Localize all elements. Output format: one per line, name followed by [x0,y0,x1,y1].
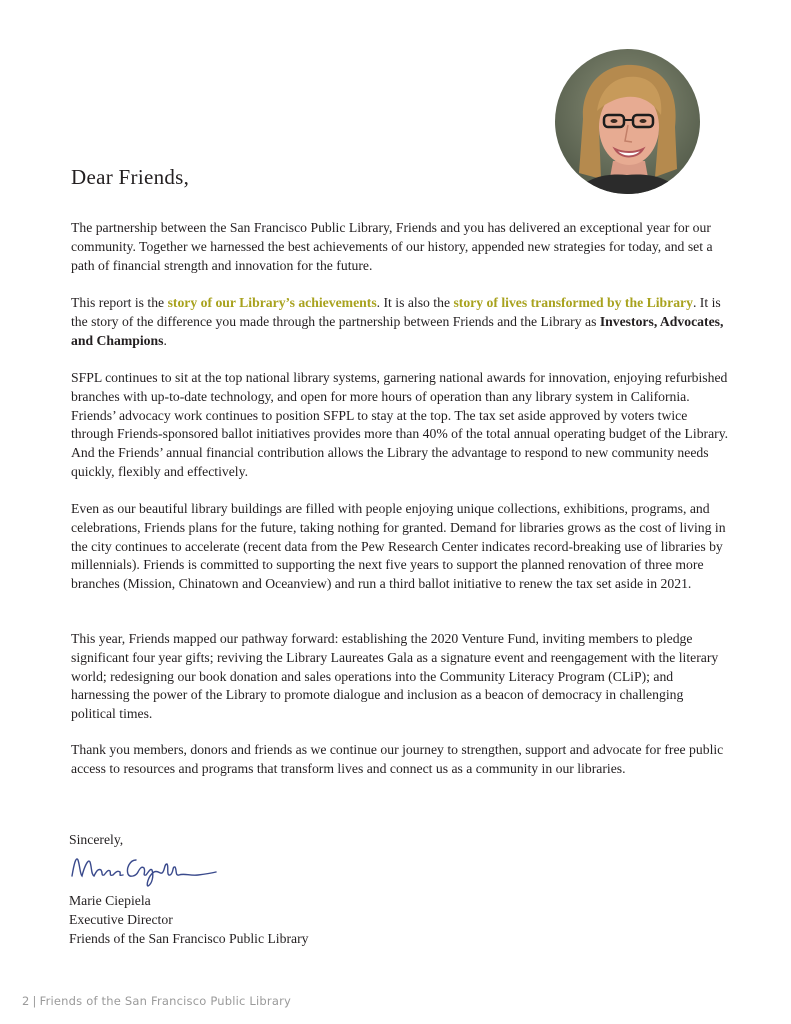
achievements-story-link[interactable]: story of our Library’s achievements [167,295,377,310]
letter-paragraph-6: Thank you members, donors and friends as we continue our journey to strengthen, support and advocate for free public access to resources and programs that transform lives and connect us as a community in our libraries. [71,742,724,776]
signature-block [69,892,309,948]
letter-paragraph-5: This year, Friends mapped our pathway forward: establishing the 2020 Venture Fund, inviting members to pledge significant four year gifts; reviving the Library Laureates Gala as a signature event and reengagement with the literary world; redesigning our book donation and sales operations into the Community Literacy Program (CLiP); and harnessing the power of the Library to promote dialogue and inclusion as a beacon of democracy in challenging political times. [71,631,719,722]
emphasis-roles: Investors, Advocates, and Champions [71,313,724,348]
letter-paragraph-4: Even as our beautiful library buildings are filled with people enjoying unique collections, exhibitions, programs, and celebrations, Friends plans for the future, taking nothing for granted. Demand for libraries grows as the cost of living in the city continues to accelerate (recent data from the Pew Research Center indicates record-breaking use of libraries by millennials). Friends is committed to supporting the next five years to support the planned renovation of three more branches (Mission, Chinatown and Oceanview) and run a third ballot initiative to renew the tax set aside in 2021. [71,501,726,592]
page-number: 2 [22,994,30,1008]
signer-organization: Friends of the San Francisco Public Library [69,930,309,946]
portrait-image [555,49,700,194]
portrait-photo [555,49,700,194]
signer-title: Executive Director [69,911,173,927]
paragraph-text: . It is also the [376,295,454,310]
lives-transformed-story-link[interactable]: story of lives transformed by the Library [453,295,693,310]
closing-salutation: Sincerely, [69,832,124,847]
letter-paragraph-2 [71,294,731,350]
signer-name: Marie Ciepiela [69,893,151,908]
footer-publication-name: Friends of the San Francisco Public Library [39,994,292,1008]
page-footer [22,994,291,1008]
paragraph-text: This report is the [71,295,168,310]
paragraph-text: . [163,332,167,348]
greeting-heading: Dear Friends, [71,165,190,189]
handwritten-signature [68,846,218,888]
letter-paragraph-1: The partnership between the San Francisco Public Library, Friends and you has delivered an exceptional year for our community. Together we harnessed the best achievements of our history, appended new strategies for today, and set a path of financial strength and innovation for the future. [71,220,713,273]
paragraph-text: . It is the story of the difference you made through the partnership between Friends and the Library as [71,295,721,329]
letter-paragraph-3: SFPL continues to sit at the top national library systems, garnering national awards for innovation, enjoying refurbished branches with up-to-date technology, and open for more hours of operation than any library system in California. Friends’ advocacy work continues to position SFPL to stay at the top. The tax set aside approved by voters twice through Friends-sponsored ballot initiatives provides more than 40% of the total annual operating budget of the Library. And the Friends’ annual financial contribution allows the Library the advantage to respond to new community needs quickly, flexibly and effectively. [71,370,729,479]
footer-separator: | [32,994,37,1008]
